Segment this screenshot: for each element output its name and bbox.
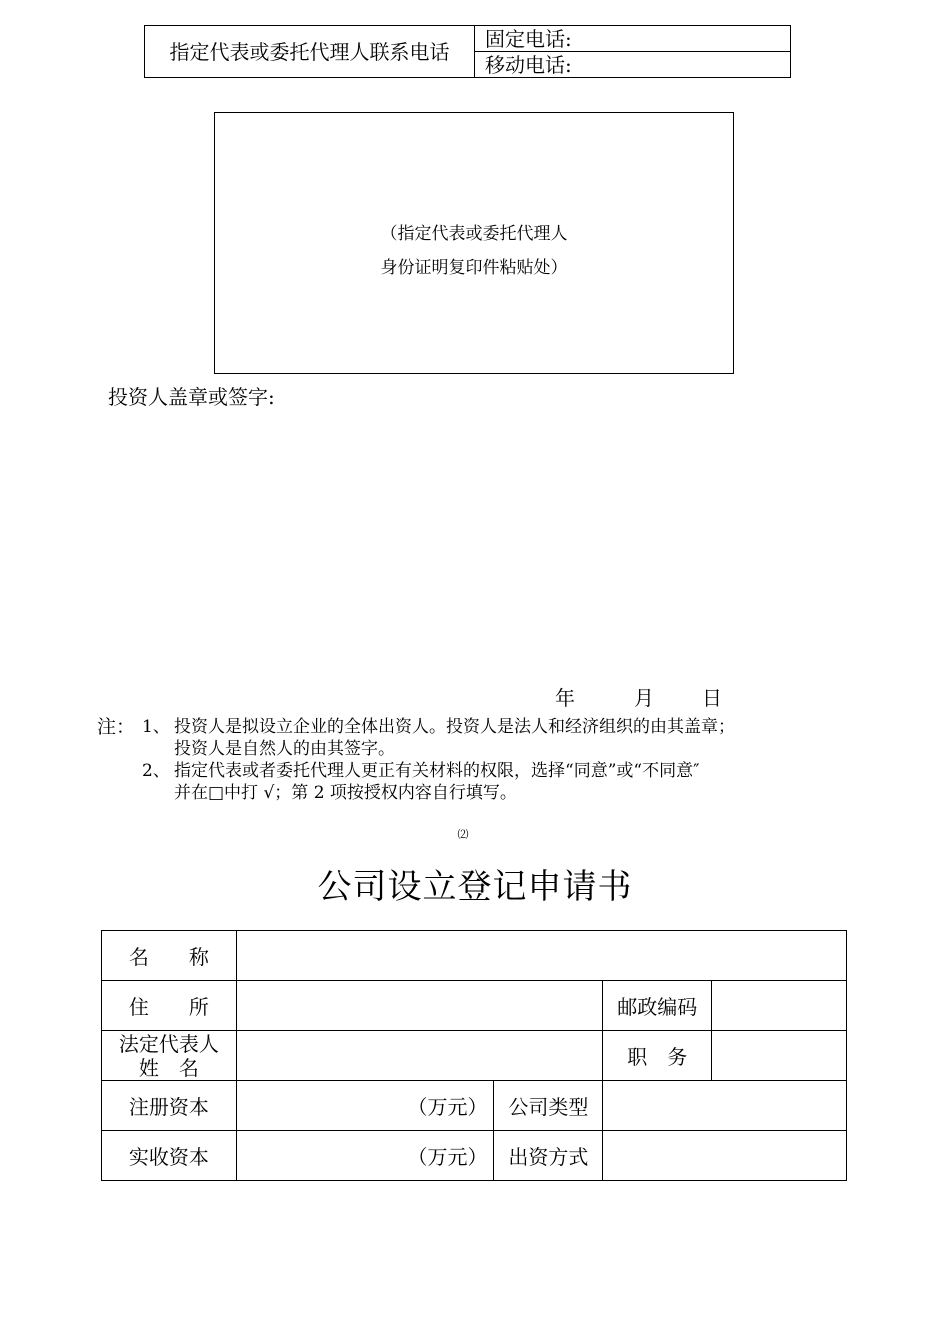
position-field[interactable]: [712, 1031, 847, 1081]
note-2-line2: 并在□中打 √；第 2 项按授权内容自行填写。: [174, 783, 517, 803]
contact-phone-table: [144, 25, 791, 78]
address-field[interactable]: [236, 981, 602, 1031]
registered-capital-field[interactable]: [236, 1081, 494, 1131]
table-row: [102, 931, 847, 981]
address-label: 住 所: [102, 981, 237, 1031]
company-type-label: 公司类型: [494, 1081, 603, 1131]
contribution-method-field[interactable]: [603, 1131, 847, 1181]
note-1-line1: 投资人是拟设立企业的全体出资人。投资人是法人和经济组织的由其盖章；: [174, 717, 735, 737]
form-title: 公司设立登记申请书: [317, 867, 633, 907]
note-1-number: 1、: [142, 717, 170, 737]
id-box-line1: （指定代表或委托代理人: [380, 224, 568, 244]
date-year-label: 年: [555, 686, 575, 710]
date-month-label: 月: [634, 686, 654, 710]
date-day-label: 日: [702, 686, 722, 710]
contact-phone-label: 指定代表或委托代理人联系电话: [145, 26, 475, 78]
page-number: ⑵: [457, 828, 469, 841]
legal-rep-label: [102, 1031, 237, 1081]
registration-table: [101, 930, 847, 1181]
note-1-line2: 投资人是自然人的由其签字。: [174, 739, 395, 759]
landline-field[interactable]: 固定电话:: [475, 26, 791, 52]
paid-capital-unit: （万元）: [407, 1145, 488, 1169]
company-type-field[interactable]: [603, 1081, 847, 1131]
registered-capital-label: 注册资本: [102, 1081, 237, 1131]
id-box-line2: 身份证明复印件粘贴处）: [380, 258, 568, 278]
postal-code-field[interactable]: [712, 981, 847, 1031]
paid-capital-label: 实收资本: [102, 1131, 237, 1181]
investor-signature-label: 投资人盖章或签字:: [108, 385, 275, 409]
legal-rep-name-field[interactable]: [236, 1031, 602, 1081]
note-2-number: 2、: [142, 761, 170, 781]
table-row: [102, 1131, 847, 1181]
registered-capital-unit: （万元）: [407, 1095, 488, 1119]
notes-prefix: 注：: [97, 716, 136, 738]
note-2-line1: 指定代表或者委托代理人更正有关材料的权限，选择“同意”或“不同意″: [174, 761, 700, 781]
table-row: [102, 1081, 847, 1131]
id-box-caption: [215, 217, 733, 285]
position-label: 职 务: [603, 1031, 712, 1081]
legal-rep-label-line1: 法定代表人: [118, 1031, 219, 1056]
contribution-method-label: 出资方式: [494, 1131, 603, 1181]
mobile-field[interactable]: 移动电话:: [475, 52, 791, 78]
id-copy-paste-box: [214, 112, 734, 374]
table-row: [102, 981, 847, 1031]
company-name-label: 名 称: [102, 931, 237, 981]
paid-capital-field[interactable]: [236, 1131, 494, 1181]
postal-code-label: 邮政编码: [603, 981, 712, 1031]
company-name-field[interactable]: [236, 931, 846, 981]
legal-rep-label-line2: 姓 名: [138, 1055, 199, 1080]
table-row: [102, 1031, 847, 1081]
